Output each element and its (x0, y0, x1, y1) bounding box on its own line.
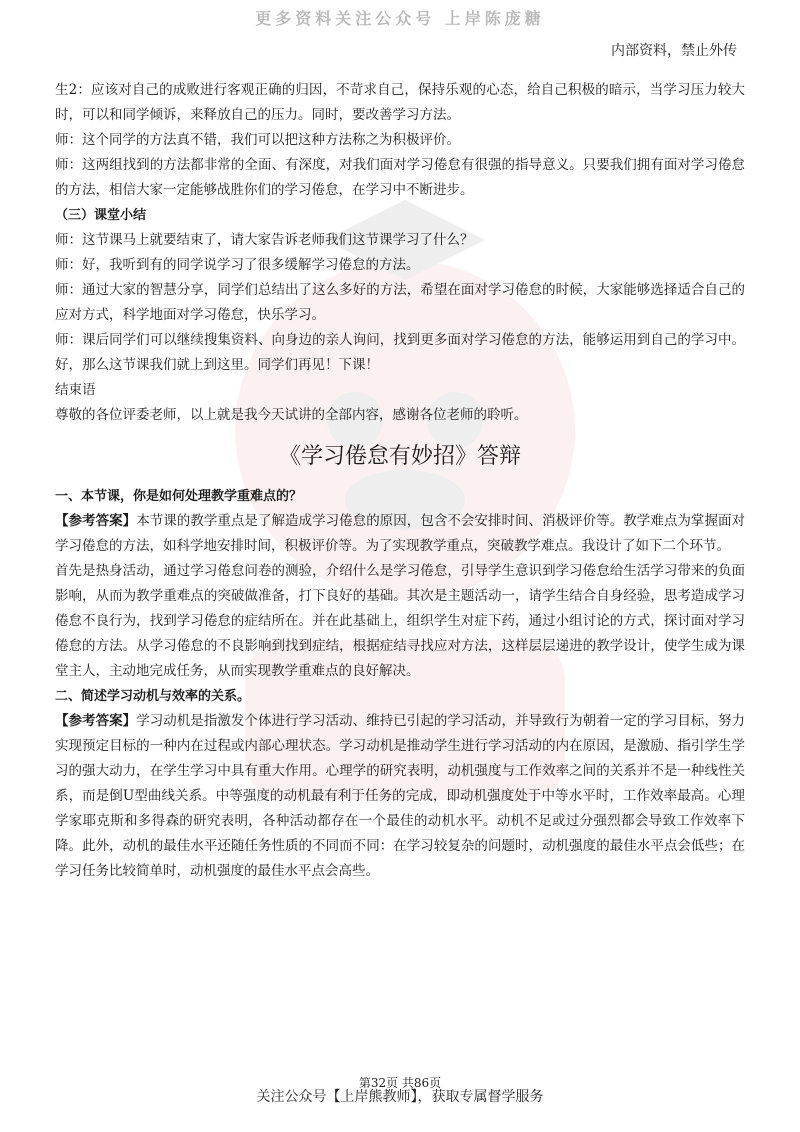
section-heading-summary: （三）课堂小结 (55, 208, 147, 223)
closing-text: 尊敬的各位评委老师，以上就是我今天试讲的全部内容，感谢各位老师的聆听。 (55, 407, 528, 423)
answer-1-paragraph-1 (55, 509, 745, 559)
answer-2-text: 学习动机是指激发个体进行学习活动、维持已引起的学习活动，并导致行为朝着一定的学习目标，努力实现预定目标的一种内在过程或内部心理状态。学习动机是推动学生进行学习活动的内在原因，是激励、指引学生学习的强大动力，在学生学习中具有重大作用。心理学的研究表明，动机强度与工作效率之间的关系并不是一种线性关系，而是倒U型曲线关系。中等强度的动机最有利于任务的完成，即动机强度处于中等水平时，工作效率最高。心理学家耶克斯和多得森的研究表明，各种活动都存在一个最佳的动机水平。动机不足或过分强烈都会导致工作效率下降。此外，动机的最佳水平还随任务性质的不同而不同：在学习较复杂的问题时，动机强度的最佳水平点会低些；在学习任务比较简单时，动机强度的最佳水平点会高些。 (55, 713, 746, 879)
dialogue-line: 师：通过大家的智慧分享，同学们总结出了这么多好的方法，希望在面对学习倦怠的时候，大家能够选择适合自己的应对方式，科学地面对学习倦怠，快乐学习。 (55, 282, 745, 323)
dialogue-line: 生2：应该对自己的成败进行客观正确的归因，不苛求自己，保持乐观的心态，给自己积极的暗示，当学习压力较大时，可以和同学倾诉，来释放自己的压力。同时，要改善学习方法。 (55, 82, 745, 123)
answer-2-paragraph (55, 709, 745, 884)
top-banner: 更多资料关注公众号 上岸陈庞糖 (255, 9, 545, 28)
reference-answer-tag: 【参考答案】 (55, 713, 137, 729)
footer-promo: 关注公众号【上岸熊教师】，获取专属督学服务 (256, 1089, 544, 1105)
reference-answer-tag: 【参考答案】 (55, 513, 137, 529)
answer-1-paragraph-2: 首先是热身活动，通过学习倦怠问卷的测验，介绍什么是学习倦怠，引导学生意识到学习倦怠给生活学习带来的负面影响，从而为教学重难点的突破做准备，打下良好的基础。其次是主题活动一，请学生结合自身经验，思考造成学习倦怠不良行为，找到学习倦怠的症结所在。并在此基础上，组织学生对症下药，通过小组讨论的方式，探讨面对学习倦怠的方法。从学习倦怠的不良影响到找到症结，根据症结寻找应对方法，这样层层递进的教学设计，使学生成为课堂主人，主动地完成任务，从而实现教学重难点的良好解决。 (55, 563, 745, 679)
dialogue-line: 师：课后同学们可以继续搜集资料、向身边的亲人询问，找到更多面对学习倦怠的方法，能够运用到自己的学习中。好，那么这节课我们就上到这里。同学们再见！下课！ (55, 332, 745, 373)
dialogue-line: 师：这两组找到的方法都非常的全面、有深度，对我们面对学习倦怠有很强的指导意义。只要我们拥有面对学习倦怠的方法，相信大家一定能够战胜你们的学习倦怠，在学习中不断进步。 (55, 157, 745, 198)
question-1: 一、本节课，你是如何处理教学重难点的？ (55, 489, 303, 504)
document-body (55, 78, 745, 884)
answer-1-text: 本节课的教学重点是了解造成学习倦怠的原因，包含不会安排时间、消极评价等。教学难点为掌握面对学习倦怠的方法，如科学地安排时间，积极评价等。为了实现教学重点，突破教学难点。我设计了如下二个环节。 (55, 513, 746, 554)
dialogue-line: 师：这个同学的方法真不错，我们可以把这种方法称之为积极评价。 (55, 132, 460, 148)
closing-label: 结束语 (55, 382, 96, 398)
defense-title: 《学习倦怠有妙招》答辩 (278, 444, 521, 469)
page-number: 第32页 共86页 (358, 1076, 442, 1090)
internal-note: 内部资料，禁止外传 (611, 43, 737, 59)
dialogue-line: 师：好，我听到有的同学说学习了很多缓解学习倦怠的方法。 (55, 257, 420, 273)
dialogue-line: 师：这节课马上就要结束了，请大家告诉老师我们这节课学习了什么？ (55, 232, 474, 248)
question-2: 二、简述学习动机与效率的关系。 (55, 689, 251, 704)
